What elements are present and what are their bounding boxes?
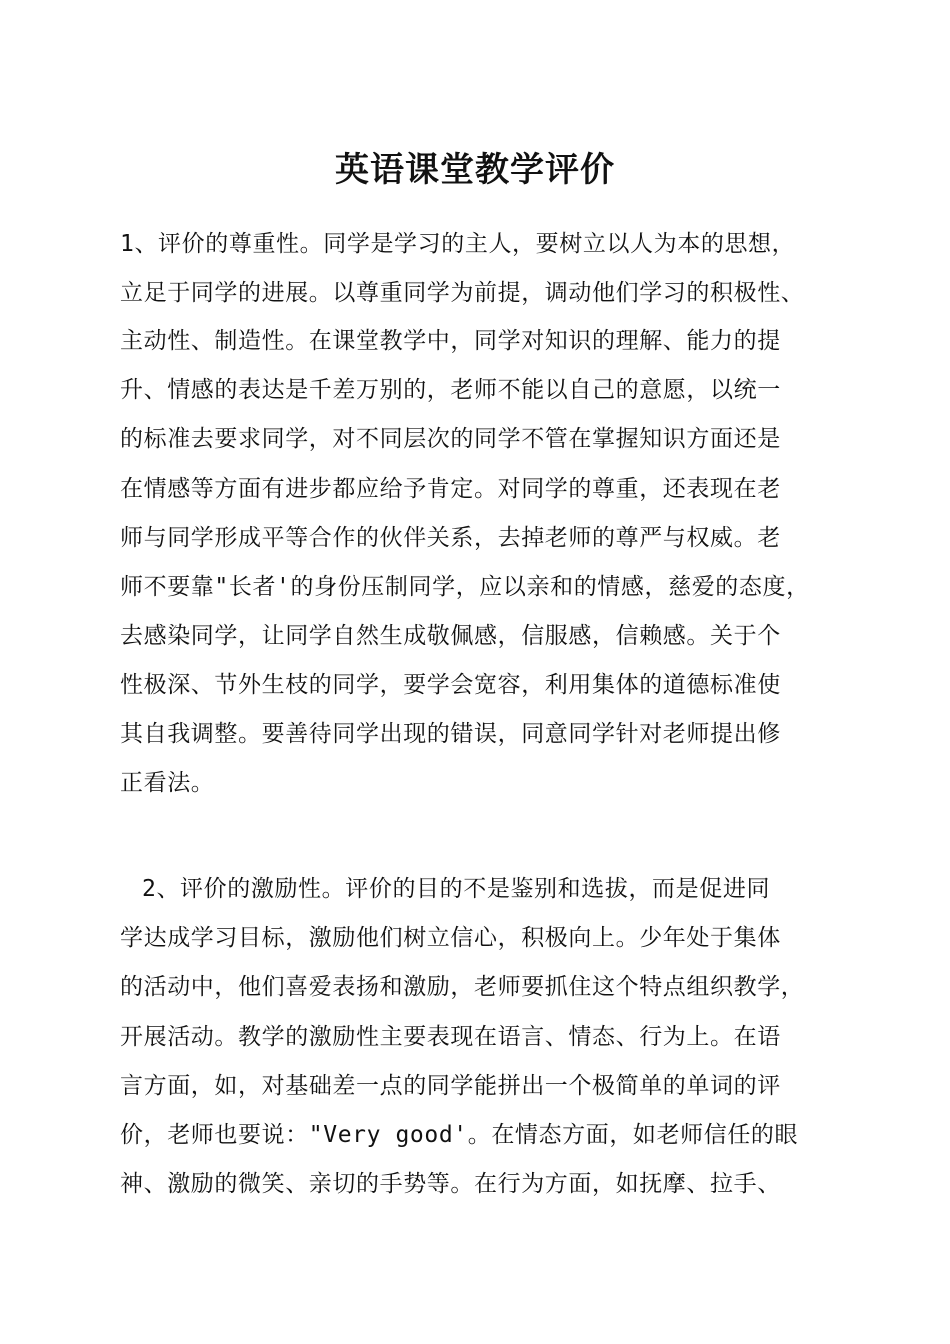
paragraph-1-line-8: 师不要靠"长者'的身份压制同学，应以亲和的情感，慈爱的态度， — [120, 574, 810, 600]
paragraph-2-line-7: 神、激励的微笑、亲切的手势等。在行为方面，如抚摩、拉手、 — [120, 1171, 781, 1197]
paragraph-1-line-6: 在情感等方面有进步都应给予肯定。对同学的尊重，还表现在老 — [120, 476, 781, 502]
paragraph-1-line-1: 1、评价的尊重性。同学是学习的主人，要树立以人为本的思想， — [120, 231, 796, 257]
paragraph-1-line-10: 性极深、节外生枝的同学，要学会宽容，利用集体的道德标准使 — [120, 672, 781, 698]
paragraph-2-line-5: 言方面，如，对基础差一点的同学能拼出一个极简单的单词的评 — [120, 1073, 781, 1099]
paragraph-1-line-12: 正看法。 — [120, 770, 215, 796]
paragraph-1-line-2: 立足于同学的进展。以尊重同学为前提，调动他们学习的积极性、 — [120, 280, 805, 306]
paragraph-1-line-3: 主动性、制造性。在课堂教学中，同学对知识的理解、能力的提 — [120, 328, 781, 354]
paragraph-2-line-1: 2、评价的激励性。评价的目的不是鉴别和选拔，而是促进同 — [142, 876, 771, 902]
paragraph-1-line-7: 师与同学形成平等合作的伙伴关系，去掉老师的尊严与权威。老 — [120, 525, 781, 551]
document-title: 英语课堂教学评价 — [335, 150, 615, 190]
paragraph-2-line-2: 学达成学习目标，激励他们树立信心，积极向上。少年处于集体 — [120, 925, 781, 951]
paragraph-1-line-4: 升、情感的表达是千差万别的，老师不能以自己的意愿，以统一 — [120, 377, 781, 403]
paragraph-2-line-4: 开展活动。教学的激励性主要表现在语言、情态、行为上。在语 — [120, 1024, 781, 1050]
paragraph-2-line-3: 的活动中，他们喜爱表扬和激励，老师要抓住这个特点组织教学， — [120, 974, 805, 1000]
paragraph-1-line-11: 其自我调整。要善待同学出现的错误，同意同学针对老师提出修 — [120, 721, 781, 747]
paragraph-1-line-9: 去感染同学，让同学自然生成敬佩感，信服感，信赖感。关于个 — [120, 623, 781, 649]
paragraph-1-line-5: 的标准去要求同学，对不同层次的同学不管在掌握知识方面还是 — [120, 426, 781, 452]
paragraph-2-line-6: 价，老师也要说："Very good'。在情态方面，如老师信任的眼 — [120, 1122, 799, 1148]
